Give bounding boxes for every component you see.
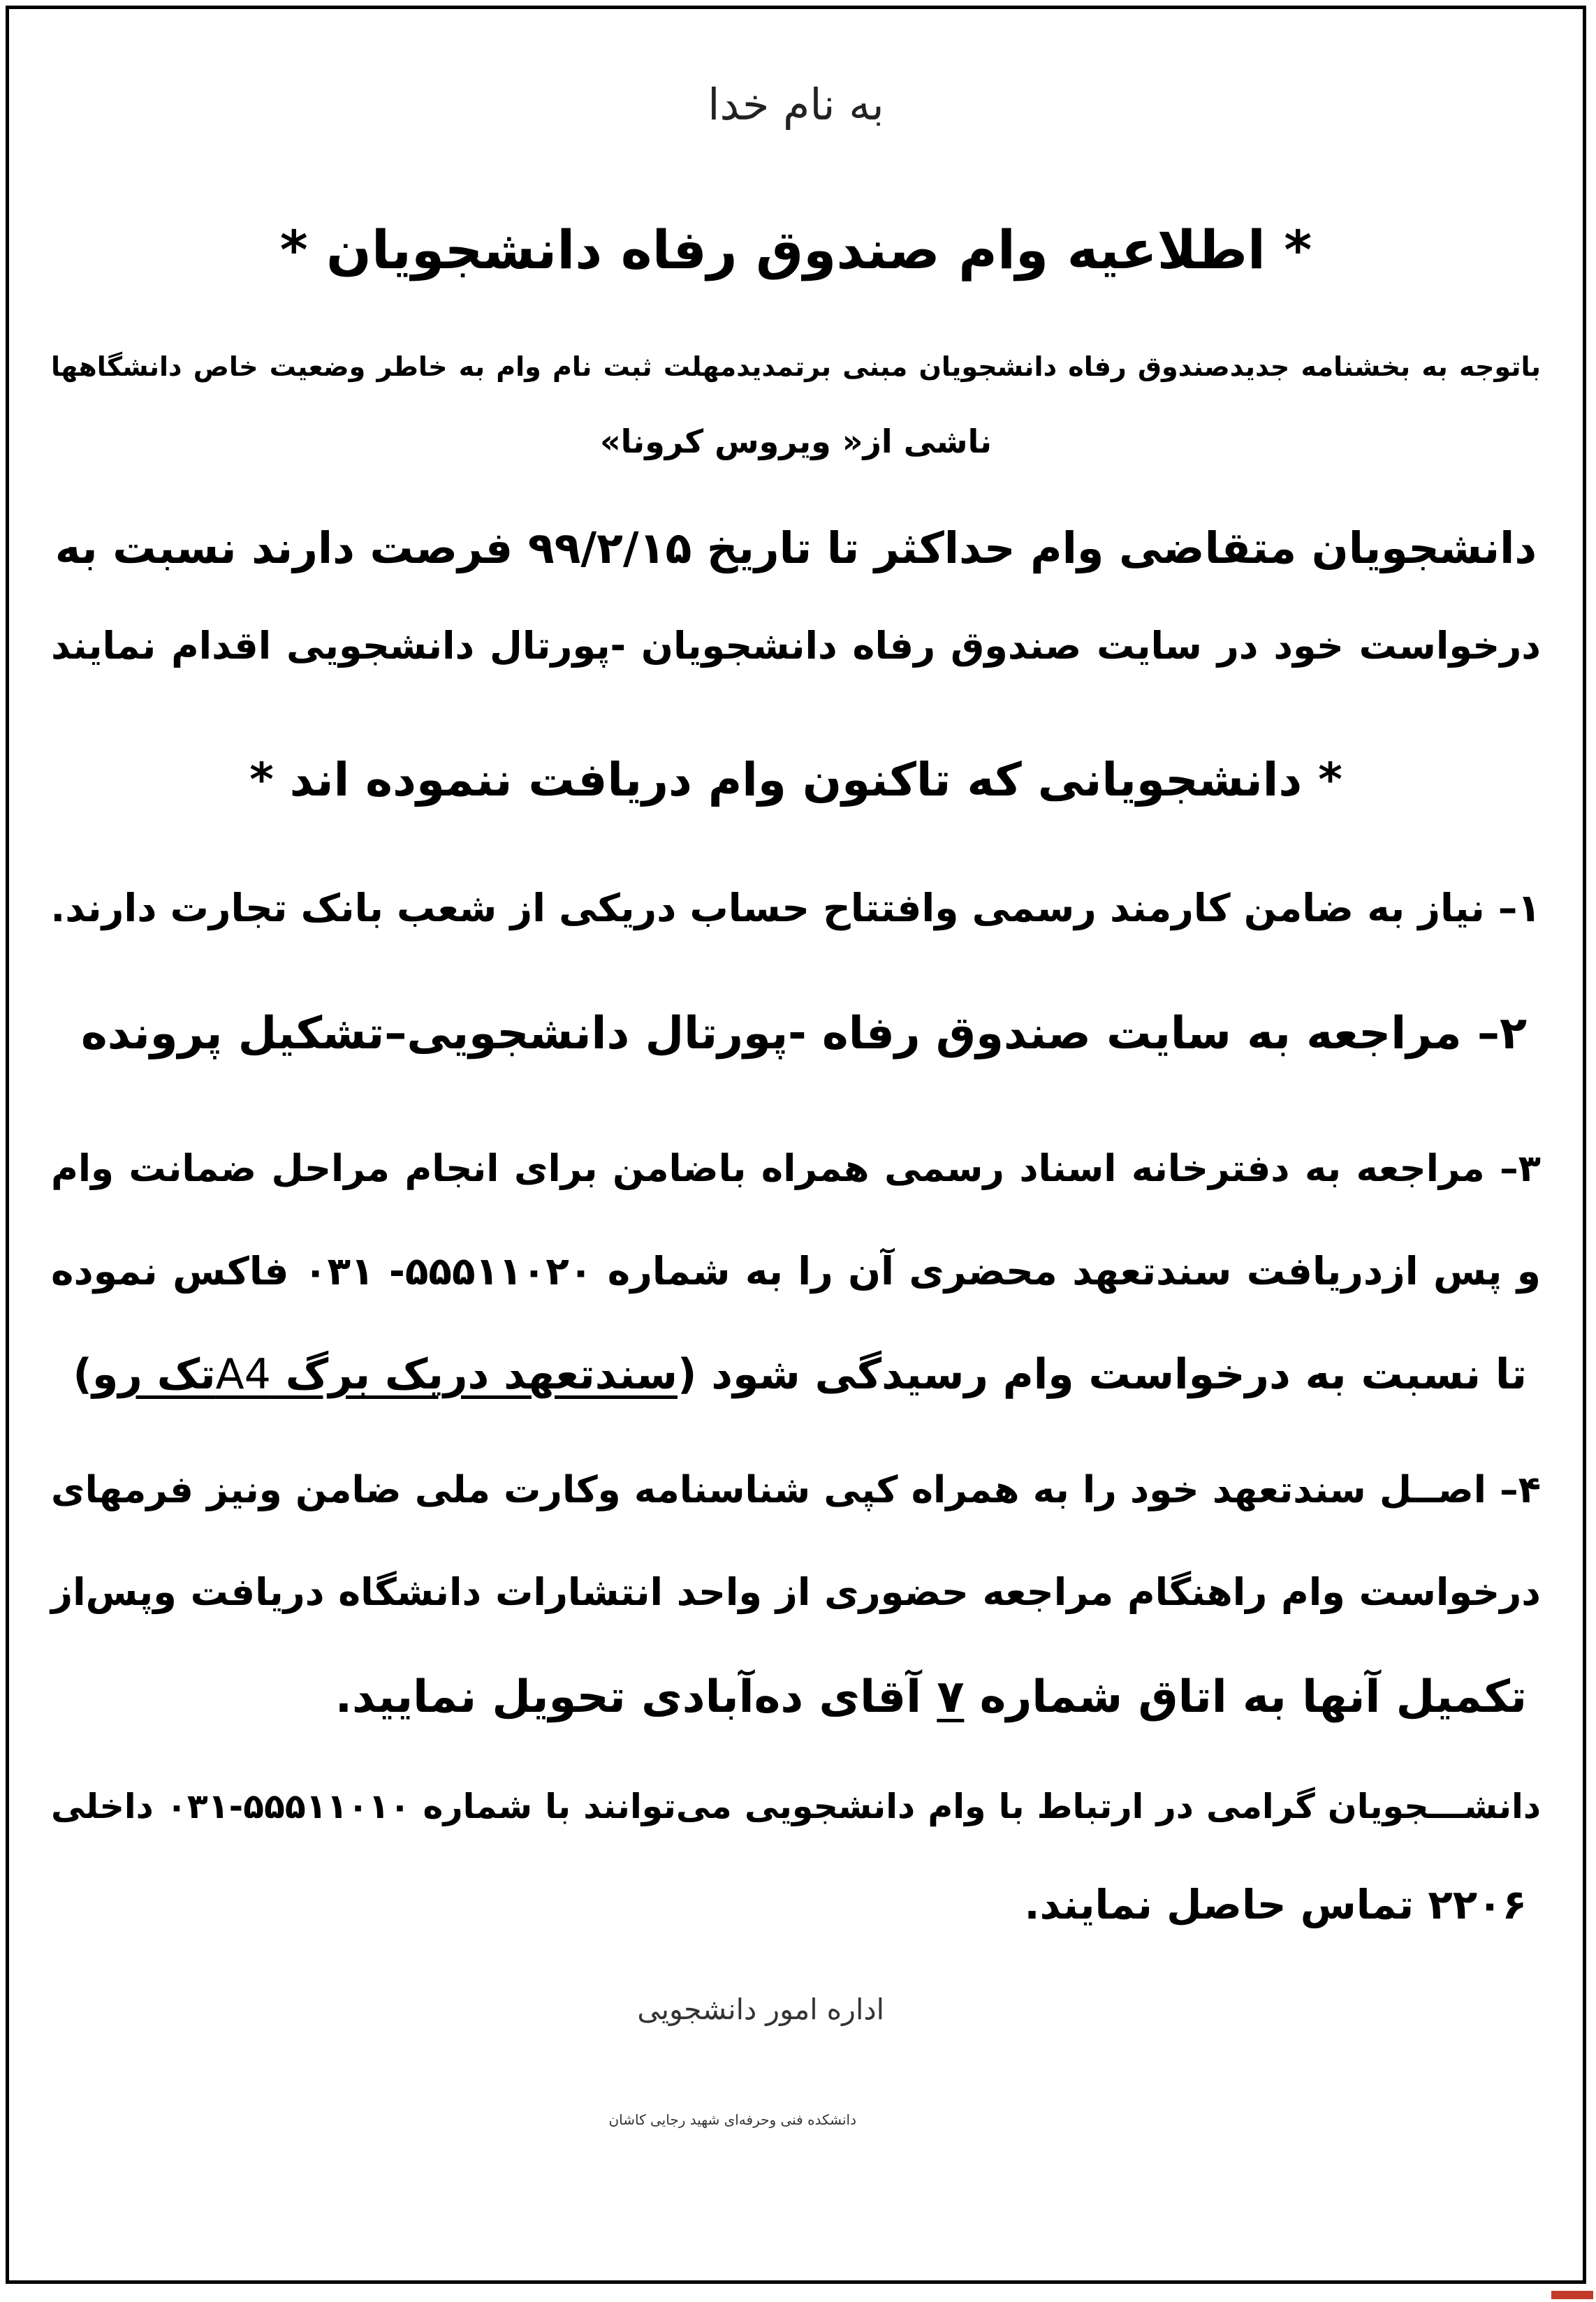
- step-4-line-3-prefix: تکمیل آنها به اتاق شماره: [964, 1671, 1527, 1723]
- step-2: ۲– مراجعه به سایت صندوق رفاه -پورتال دانشجویی–تشکیل پرونده: [81, 1008, 1527, 1060]
- step-4-line-1: ۴– اصــل سندتعهد خود را به همراه کپی شناسنامه وکارت ملی ضامن ونیز فرمهای: [51, 1469, 1541, 1511]
- deadline-line-2: درخواست خود در سایت صندوق رفاه دانشجویان -پورتال دانشجویی اقدام نمایند: [51, 624, 1541, 668]
- step-4-line-2: درخواست وام راهنگام مراجعه حضوری از واحد انتشارات دانشگاه دریافت وپس‌از: [51, 1570, 1541, 1614]
- corner-mark: [1551, 2291, 1593, 2299]
- paper-size-label: A4: [215, 1350, 271, 1399]
- step-3-line-1: ۳– مراجعه به دفترخانه اسناد رسمی همراه باضامن برای انجام مراحل ضمانت وام: [51, 1148, 1541, 1190]
- pledge-note-part-1: سندتعهد دریک برگ: [270, 1350, 678, 1399]
- subtitle-heading: * دانشجویانی که تاکنون وام دریافت ننموده اند *: [249, 753, 1342, 807]
- step-4-line-3-suffix: آقای ده‌آبادی تحویل نمایید.: [335, 1671, 937, 1723]
- deadline-line-1: دانشجویان متقاضی وام حداکثر تا تاریخ ۹۹/۲/۱۵ فرصت دارند نسبت به: [54, 522, 1537, 573]
- contact-line-1: دانشـــجویان گرامی در ارتباط با وام دانشجویی می‌توانند با شماره ۵۵۵۱۱۰۱۰-۰۳۱ داخلی: [51, 1787, 1541, 1826]
- step-3-line-3: [51, 1350, 1527, 1399]
- intro-line-2: ناشی از« ویروس کرونا»: [599, 423, 993, 460]
- step-3-line-3-prefix: تا نسبت به درخواست وام رسیدگی شود (: [677, 1350, 1527, 1399]
- signature-institution: دانشکده فنی وحرفه‌ای شهید رجایی کاشان: [608, 2111, 856, 2128]
- document-frame: [6, 6, 1586, 2284]
- pledge-note-part-2: تک رو: [91, 1350, 216, 1399]
- announcement-title: * اطلاعیه وام صندوق رفاه دانشجویان *: [279, 219, 1312, 281]
- signature-office: اداره امور دانشجویی: [637, 1993, 884, 2026]
- step-4-line-3: [51, 1671, 1527, 1723]
- step-3-line-3-suffix: ): [73, 1350, 92, 1399]
- pledge-note-underlined: [92, 1350, 678, 1399]
- step-1: ۱– نیاز به ضامن کارمند رسمی وافتتاح حساب دریکی از شعب بانک تجارت دارند.: [50, 886, 1541, 930]
- announcement-document: [9, 9, 1583, 2280]
- intro-line-1: باتوجه به بخشنامه جدیدصندوق رفاه دانشجویان مبنی برتمدیدمهلت ثبت نام وام به خاطر وضعیت خاص دانشگاهها: [51, 351, 1541, 382]
- step-3-line-2: و پس ازدریافت سندتعهد محضری آن را به شماره ۵۵۵۱۱۰۲۰- ۰۳۱ فاکس نموده: [51, 1249, 1541, 1293]
- basmala-heading: به نام خدا: [708, 79, 884, 130]
- room-number: ۷: [937, 1671, 965, 1723]
- contact-line-2: ۲۲۰۶ تماس حاصل نمایند.: [1024, 1881, 1527, 1928]
